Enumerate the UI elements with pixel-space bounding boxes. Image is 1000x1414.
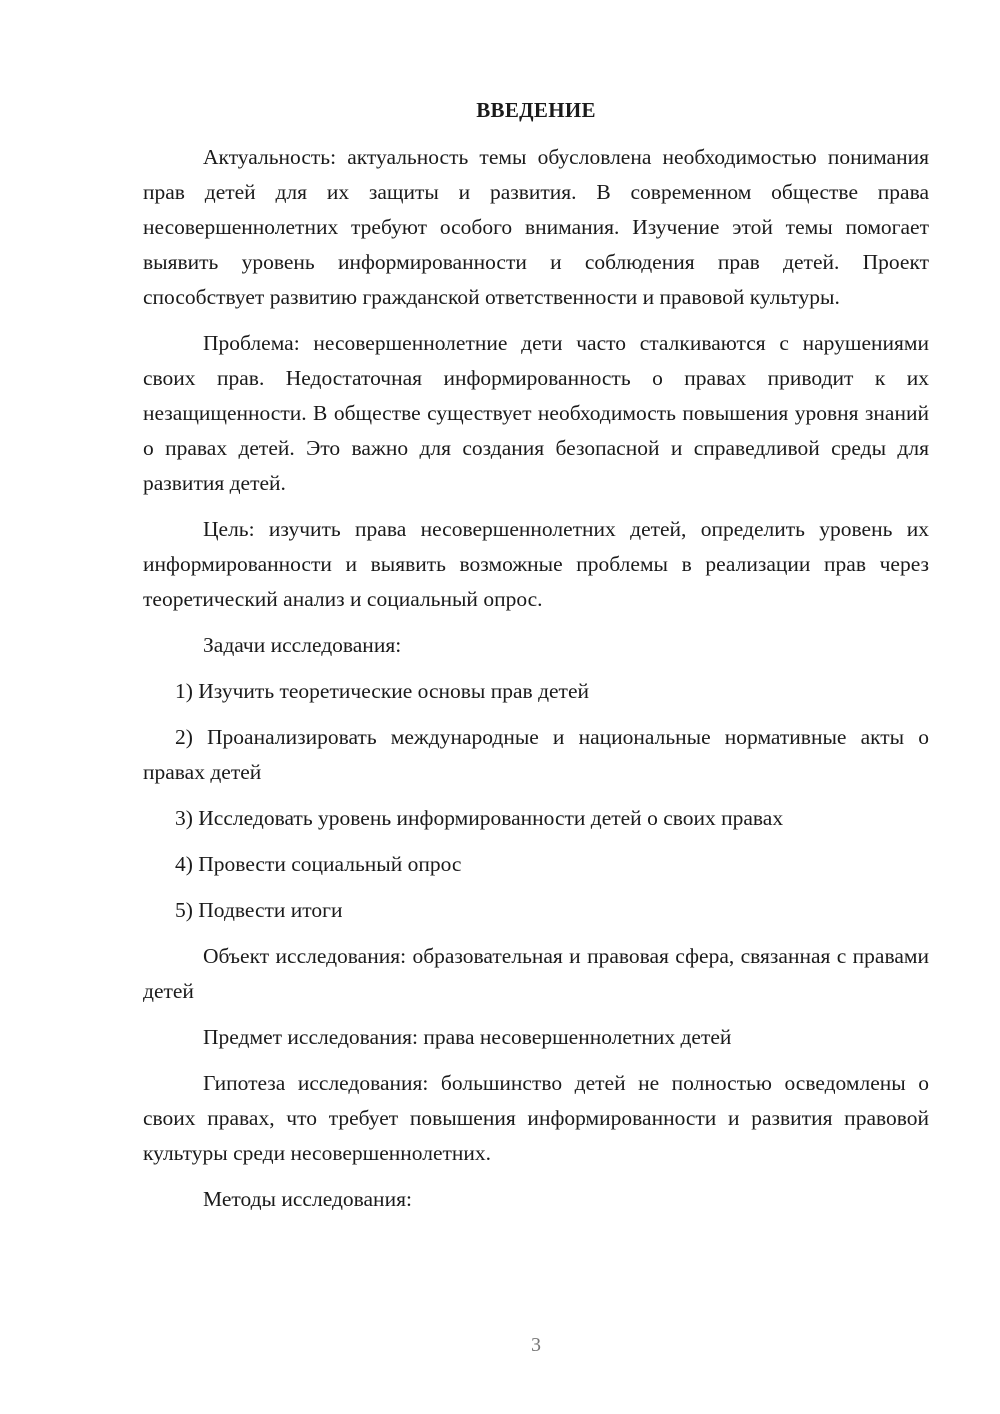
section-title: ВВЕДЕНИЕ xyxy=(476,98,596,122)
task-item-2: 2) Проанализировать международные и национальные нормативные акты о правах детей xyxy=(143,725,929,784)
task-item-3: 3) Исследовать уровень информированности детей о своих правах xyxy=(175,806,784,830)
paragraph-goal: Цель: изучить права несовершеннолетних детей, определить уровень их информированности и выявить возможные проблемы в реализации прав через теоретический анализ и социальный опрос. xyxy=(143,517,929,611)
paragraph-relevance: Актуальность: актуальность темы обусловлена необходимостью понимания прав детей для их защиты и развития. В современном обществе права несовершеннолетних требуют особого внимания. Изучение этой темы помогает выявить уровень информированности и соблюдения прав детей. Проект способствует развитию гражданской ответственности и правовой культуры. xyxy=(143,145,929,309)
document-page xyxy=(143,95,929,1228)
paragraph-hypothesis: Гипотеза исследования: большинство детей не полностью осведомлены о своих правах, что требует повышения информированности и развития правовой культуры среди несовершеннолетних. xyxy=(143,1071,929,1165)
paragraph-problem: Проблема: несовершеннолетние дети часто сталкиваются с нарушениями своих прав. Недостаточная информированность о правах приводит к их незащищенности. В обществе существует необходимость повышения уровня знаний о правах детей. Это важно для создания безопасной и справедливой среды для развития детей. xyxy=(143,331,929,495)
paragraph-subject: Предмет исследования: права несовершеннолетних детей xyxy=(203,1025,732,1049)
paragraph-methods-heading: Методы исследования: xyxy=(203,1187,412,1211)
task-item-5: 5) Подвести итоги xyxy=(175,898,343,922)
paragraph-object: Объект исследования: образовательная и правовая сфера, связанная с правами детей xyxy=(143,944,929,1003)
task-item-1: 1) Изучить теоретические основы прав детей xyxy=(175,679,589,703)
page-number: 3 xyxy=(531,1334,541,1356)
task-item-4: 4) Провести социальный опрос xyxy=(175,852,462,876)
paragraph-tasks-heading: Задачи исследования: xyxy=(203,633,402,657)
